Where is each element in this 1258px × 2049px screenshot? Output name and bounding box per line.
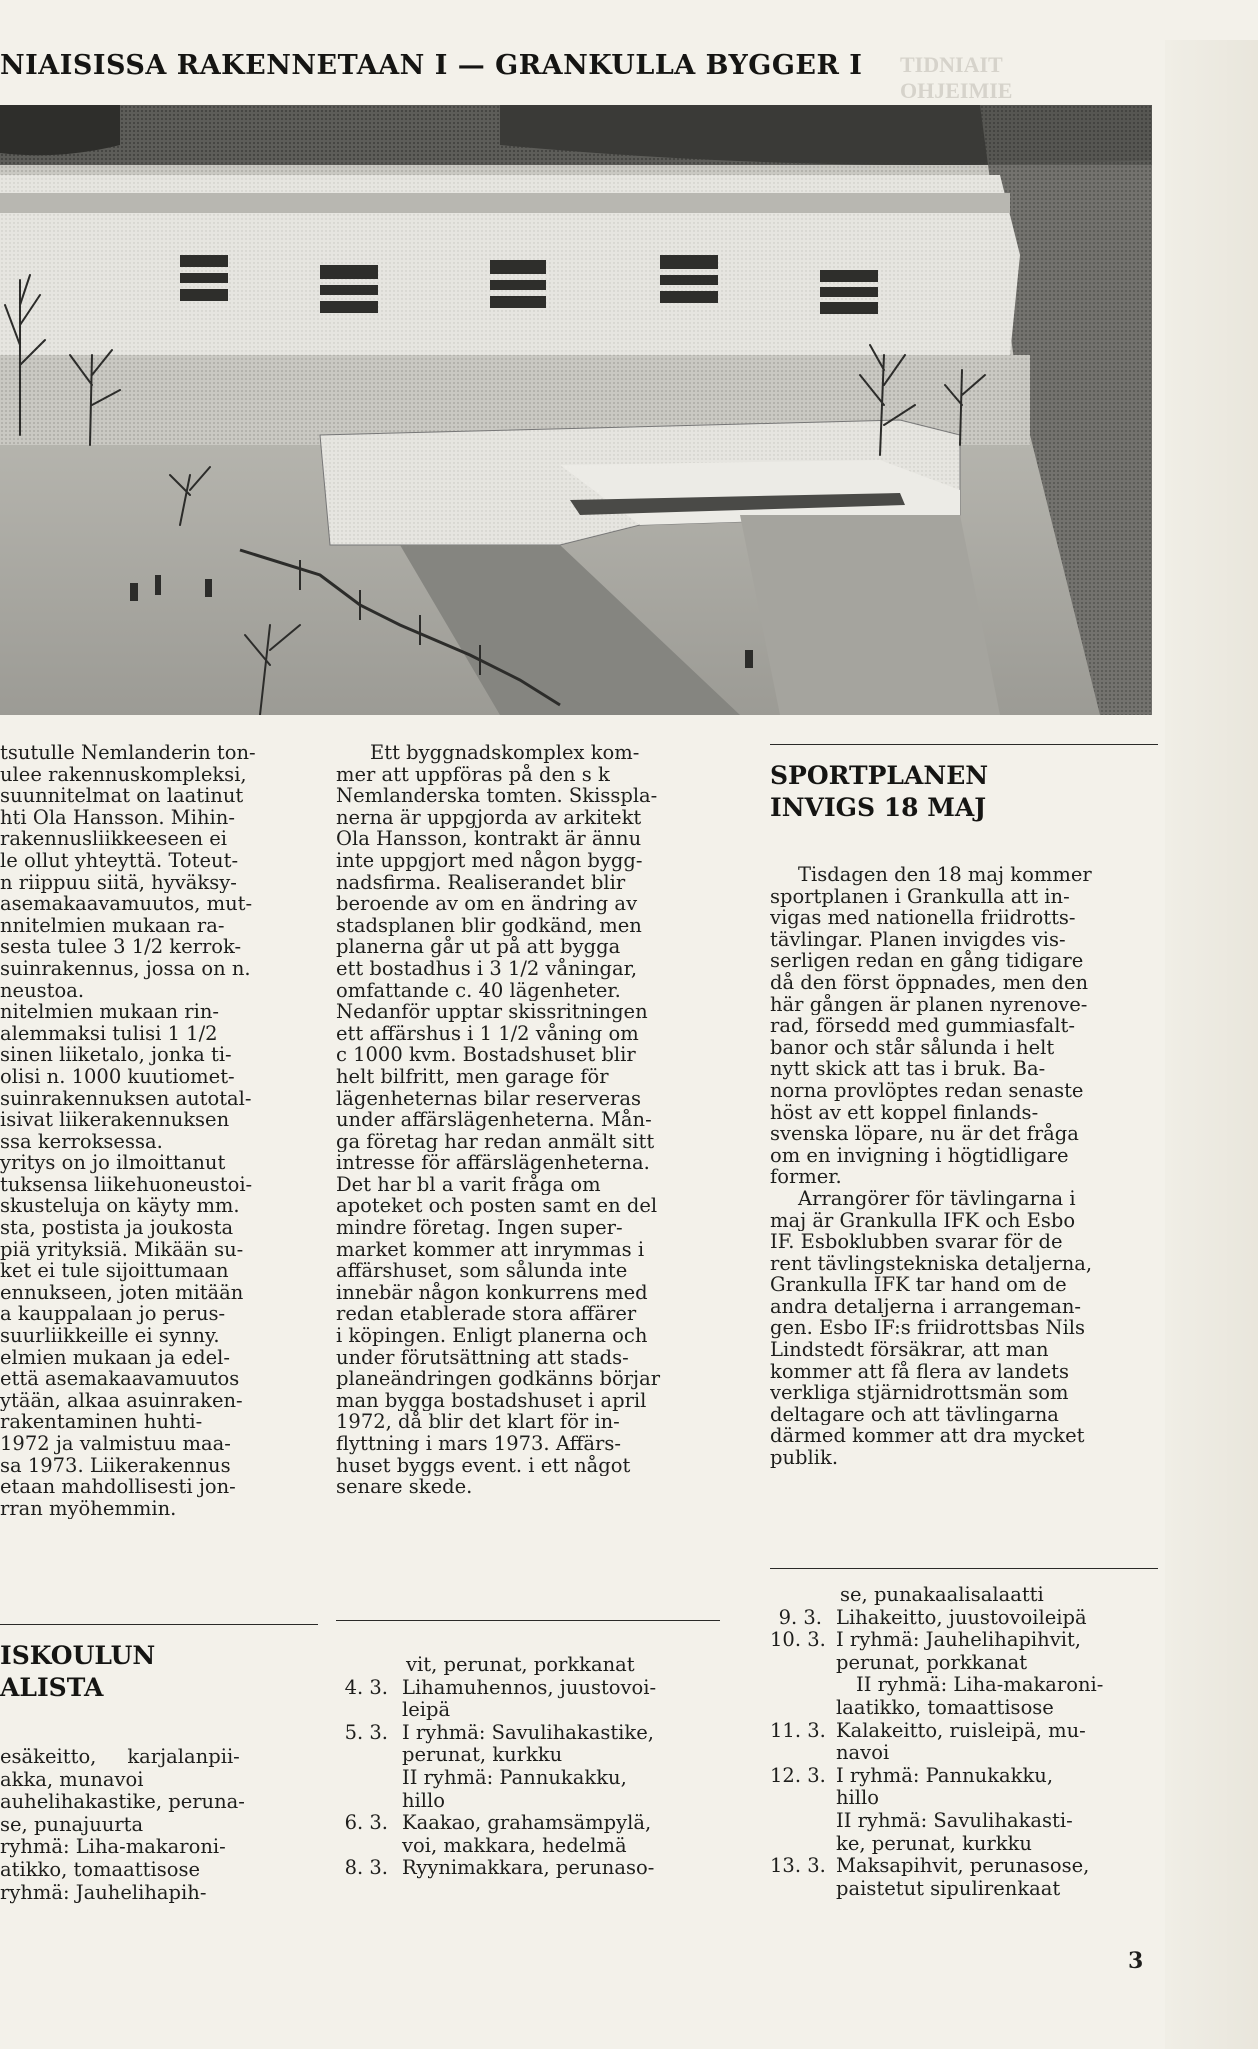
- page-number: 3: [1128, 1948, 1144, 1974]
- text-line: stadsplanen blir godkänd, men: [336, 914, 642, 937]
- text-line: Ola Hansson, kontrakt är ännu: [336, 828, 642, 850]
- text-line: omfattande c. 40 lägenheter.: [336, 979, 621, 1002]
- text-line: affärshuset, som sålunda inte: [336, 1260, 628, 1282]
- text-line: market kommer att inrymmas i: [336, 1238, 645, 1261]
- menu-entry: [770, 1720, 1160, 1743]
- article-heading-line: SPORTPLANEN: [770, 761, 989, 790]
- text-line: nadsfirma. Realiserandet blir: [336, 871, 626, 894]
- menu-entry: [336, 1722, 730, 1745]
- model-photo-drawing: [0, 105, 1152, 715]
- menu-line: perunat, kurkku: [402, 1743, 563, 1767]
- text-line: suurliikkeille ei synny.: [0, 1325, 220, 1347]
- text-line: andra detaljerna i arrangeman-: [770, 1295, 1082, 1318]
- text-line: isivat liikerakennuksen: [0, 1109, 230, 1131]
- article-paragraph: [336, 1001, 730, 1498]
- text-line: tuksensa liikehuoneustoi-: [0, 1173, 253, 1196]
- text-line: Lindstedt försäkrar, att man: [770, 1339, 1049, 1361]
- text-line: i köpingen. Enligt planerna och: [336, 1325, 648, 1347]
- text-line: lägenheternas bilar reserveras: [336, 1087, 641, 1110]
- text-line: publik.: [770, 1447, 839, 1469]
- text-line: här gången är planen nyrenove-: [770, 993, 1088, 1016]
- architectural-model-photo: [0, 105, 1152, 715]
- menu-entry: [770, 1629, 1160, 1652]
- column-rule: [770, 744, 1158, 745]
- text-line: flyttning i mars 1973. Affärs-: [336, 1433, 621, 1455]
- column-school-menu-heading: [0, 1640, 318, 1704]
- text-line: suinrakennuksen autotal-: [0, 1087, 252, 1110]
- menu-entry: [336, 1677, 730, 1700]
- article-paragraph: [336, 742, 730, 764]
- menu-item: Ryynimakkara, perunaso-: [402, 1856, 655, 1880]
- bleed-through-heading: [900, 52, 1150, 112]
- menu-line: voi, makkara, hedelmä: [402, 1833, 627, 1857]
- menu-entry: [770, 1855, 1160, 1878]
- text-line: että asemakaavamuutos: [0, 1368, 240, 1390]
- menu-line: hillo: [836, 1786, 880, 1810]
- text-line: senare skede.: [336, 1476, 473, 1498]
- text-line: ga företag har redan anmält sitt: [336, 1130, 655, 1153]
- bleed-through-line: OHJEIMIE: [900, 78, 1013, 103]
- menu-item: Lihamuhennos, juustovoi-: [402, 1675, 657, 1699]
- article-paragraph: [770, 1188, 1160, 1469]
- text-line: höst av ett koppel finlands-: [770, 1101, 1039, 1124]
- menu-date: 8. 3.: [344, 1856, 388, 1880]
- text-line: suinrakennus, jossa on n.: [0, 957, 251, 980]
- article-paragraph: [770, 864, 1160, 1188]
- menu-line: auhelihakastike, peruna-: [0, 1791, 245, 1814]
- menu-line: akka, munavoi: [0, 1768, 144, 1791]
- menu-item: Kaakao, grahamsämpylä,: [402, 1811, 652, 1835]
- text-line: 1972 ja valmistuu maa-: [0, 1433, 231, 1455]
- text-line: rakentaminen huhti-: [0, 1411, 203, 1433]
- text-line: banor och står sålunda i helt: [770, 1036, 1055, 1059]
- text-line: suunnitelmat on laatinut: [0, 785, 244, 807]
- menu-heading-line: ALISTA: [0, 1673, 104, 1702]
- column-sports-body: [770, 864, 1160, 1469]
- text-line: redan etablerade stora affärer: [336, 1303, 637, 1326]
- menu-line: II ryhmä: Savulihakasti-: [836, 1808, 1073, 1832]
- text-line: planeändringen godkänns börjar: [336, 1368, 661, 1390]
- menu-line: ryhmä: Jauhelihapih-: [0, 1881, 207, 1904]
- text-line: yritys on jo ilmoittanut: [0, 1152, 226, 1174]
- column-finnish-article: [0, 742, 318, 1519]
- text-line: under affärslägenheterna. Mån-: [336, 1109, 652, 1131]
- menu-line: leipä: [402, 1698, 451, 1722]
- text-line: gen. Esbo IF:s friidrottsbas Nils: [770, 1317, 1086, 1340]
- menu-item: I ryhmä: Jauhelihapihvit,: [836, 1628, 1082, 1652]
- article-paragraph: [0, 1152, 318, 1519]
- menu-date: 6. 3.: [344, 1811, 388, 1835]
- text-line: under förutsättning att stads-: [336, 1346, 629, 1369]
- text-line: Det har bl a varit fråga om: [336, 1173, 601, 1196]
- text-line: huset byggs event. i ett något: [336, 1454, 631, 1477]
- menu-date: 13. 3.: [770, 1854, 826, 1878]
- text-line: svenska löpare, nu är det fråga: [770, 1123, 1079, 1145]
- menu-line: perunat, porkkanat: [836, 1650, 1028, 1674]
- menu-line: ke, perunat, kurkku: [836, 1831, 1032, 1855]
- menu-entry: [770, 1607, 1160, 1630]
- text-line: tsutulle Nemlanderin ton-: [0, 742, 256, 764]
- text-line: nnitelmien mukaan ra-: [0, 914, 225, 937]
- text-line: ket ei tule sijoittumaan: [0, 1260, 229, 1282]
- text-line: man bygga bostadshuset i april: [336, 1389, 647, 1412]
- text-line: sa 1973. Liikerakennus: [0, 1454, 231, 1477]
- text-line: Tisdagen den 18 maj kommer: [798, 864, 1092, 886]
- text-line: former.: [770, 1166, 842, 1188]
- text-line: sportplanen i Grankulla att in-: [770, 885, 1070, 908]
- menu-heading-line: ISKOULUN: [0, 1641, 156, 1670]
- text-line: ett affärshus i 1 1/2 våning om: [336, 1022, 639, 1045]
- text-line: neustoa.: [0, 979, 85, 1002]
- menu-line: se, punakaalisalaatti: [840, 1583, 1044, 1606]
- text-line: Ett byggnadskomplex kom-: [370, 742, 640, 764]
- text-line: om en invigning i högtidligare: [770, 1144, 1069, 1167]
- menu-line: paistetut sipulirenkaat: [836, 1876, 1061, 1900]
- menu-item: Kalakeitto, ruisleipä, mu-: [836, 1718, 1086, 1742]
- menu-line: se, punajuurta: [0, 1813, 144, 1836]
- menu-item: Maksapihvit, perunasose,: [836, 1854, 1090, 1878]
- article-paragraph: [336, 764, 730, 1002]
- menu-date: 10. 3.: [770, 1628, 826, 1652]
- column-sports-article: [770, 760, 1160, 824]
- text-line: deltagare och att tävlingarna: [770, 1403, 1059, 1426]
- text-line: asemakaavamuutos, mut-: [0, 893, 253, 915]
- text-line: ennukseen, joten mitään: [0, 1281, 244, 1304]
- text-line: skusteluja on käyty mm.: [0, 1195, 240, 1218]
- menu-line: ryhmä: Liha-makaroni-: [0, 1836, 226, 1859]
- menu-item: I ryhmä: Savulihakastike,: [402, 1720, 654, 1744]
- page-headline: NIAISISSA RAKENNETAAN I — GRANKULLA BYGGER I: [0, 50, 863, 81]
- column-school-menu: [0, 1746, 318, 1904]
- menu-line: navoi: [836, 1741, 890, 1765]
- column-rule: [336, 1620, 720, 1621]
- text-line: beroende av om en ändring av: [336, 893, 638, 915]
- menu-item: Lihakeitto, juustovoileipä: [836, 1605, 1087, 1629]
- text-line: mindre företag. Ingen super-: [336, 1217, 623, 1239]
- text-line: apoteket och posten samt en del: [336, 1195, 658, 1218]
- menu-date: 9. 3.: [778, 1605, 822, 1629]
- text-line: olisi n. 1000 kuutiomet-: [0, 1065, 235, 1088]
- menu-line: vit, perunat, porkkanat: [406, 1653, 635, 1676]
- column-menu-continued: [336, 1654, 730, 1880]
- text-line: rent tävlingstekniska detaljerna,: [770, 1252, 1093, 1275]
- text-line: rran myöhemmin.: [0, 1497, 177, 1520]
- text-line: nitelmien mukaan rin-: [0, 1001, 220, 1023]
- menu-date: 12. 3.: [770, 1763, 826, 1787]
- text-line: Grankulla IFK tar hand om de: [770, 1274, 1067, 1296]
- menu-line: esäkeitto, karjalanpii-: [0, 1746, 240, 1768]
- text-line: Nemlanderska tomten. Skisspla-: [336, 785, 658, 807]
- text-line: n riippuu siitä, hyväksy-: [0, 871, 237, 894]
- menu-date: 11. 3.: [770, 1718, 826, 1742]
- menu-entry: [770, 1765, 1160, 1788]
- text-line: ulee rakennuskompleksi,: [0, 763, 247, 786]
- adjacent-page-edge: [1165, 40, 1258, 2049]
- text-line: rakennusliikkeeseen ei: [0, 828, 228, 850]
- menu-line: laatikko, tomaattisose: [836, 1695, 1054, 1719]
- text-line: Arrangörer för tävlingarna i: [798, 1187, 1076, 1210]
- text-line: Nedanför upptar skissritningen: [336, 1001, 648, 1023]
- menu-date: 5. 3.: [344, 1720, 388, 1744]
- column-menu-continued: [770, 1584, 1160, 1900]
- text-line: vigas med nationella friidrotts-: [770, 907, 1076, 929]
- text-line: ett bostadhus i 3 1/2 våningar,: [336, 957, 638, 980]
- article-paragraph: [0, 742, 318, 1001]
- text-line: då den först öppnades, men den: [770, 971, 1089, 994]
- bleed-through-line: TIDNIAIT: [900, 52, 1003, 77]
- text-line: IF. Esboklubben svarar för de: [770, 1231, 1063, 1253]
- text-line: sinen liiketalo, jonka ti-: [0, 1044, 232, 1066]
- column-rule: [0, 1624, 318, 1625]
- text-line: norna provlöptes redan senaste: [770, 1079, 1084, 1102]
- text-line: elmien mukaan ja edel-: [0, 1346, 230, 1369]
- text-line: alemmaksi tulisi 1 1/2: [0, 1022, 218, 1045]
- text-line: hti Ola Hansson. Mihin-: [0, 806, 235, 829]
- text-line: intresse för affärslägenheterna.: [336, 1152, 650, 1174]
- menu-entry: [336, 1857, 730, 1880]
- text-line: piä yrityksiä. Mikään su-: [0, 1238, 244, 1261]
- menu-line: atikko, tomaattisose: [0, 1858, 200, 1881]
- text-line: inte uppgjort med någon bygg-: [336, 849, 643, 872]
- text-line: a kauppalaan jo perus-: [0, 1303, 226, 1326]
- menu-line: II ryhmä: Pannukakku,: [402, 1765, 627, 1789]
- menu-line: hillo: [402, 1788, 446, 1812]
- text-line: verkliga stjärnidrottsmän som: [770, 1382, 1069, 1404]
- menu-entry: [336, 1812, 730, 1835]
- text-line: innebär någon konkurrens med: [336, 1281, 648, 1304]
- text-line: le ollut yhteyttä. Toteut-: [0, 849, 239, 872]
- text-line: planerna går ut på att bygga: [336, 936, 621, 958]
- text-line: helt bilfritt, men garage för: [336, 1065, 609, 1088]
- text-line: nytt skick att tas i bruk. Ba-: [770, 1058, 1046, 1080]
- text-line: nerna är uppgjorda av arkitekt: [336, 806, 642, 829]
- text-line: mer att uppföras på den s k: [336, 763, 610, 786]
- column-rule: [770, 1568, 1158, 1569]
- text-line: sta, postista ja joukosta: [0, 1217, 234, 1239]
- menu-line: II ryhmä: Liha-makaroni-: [856, 1673, 1104, 1697]
- menu-date: 4. 3.: [344, 1675, 388, 1699]
- text-line: tävlingar. Planen invigdes vis-: [770, 928, 1066, 951]
- article-heading-line: INVIGS 18 MAJ: [770, 793, 987, 822]
- text-line: maj är Grankulla IFK och Esbo: [770, 1209, 1076, 1232]
- text-line: serligen redan en gång tidigare: [770, 950, 1084, 972]
- text-line: rad, försedd med gummiasfalt-: [770, 1015, 1075, 1037]
- text-line: därmed kommer att dra mycket: [770, 1425, 1085, 1448]
- text-line: sesta tulee 3 1/2 kerrok-: [0, 936, 242, 958]
- column-swedish-article: [336, 742, 730, 1498]
- text-line: c 1000 kvm. Bostadshuset blir: [336, 1044, 636, 1066]
- article-paragraph: [0, 1001, 318, 1152]
- text-line: ssa kerroksessa.: [0, 1130, 163, 1153]
- text-line: kommer att få flera av landets: [770, 1360, 1069, 1383]
- menu-item: I ryhmä: Pannukakku,: [836, 1763, 1054, 1787]
- text-line: ytään, alkaa asuinraken-: [0, 1389, 243, 1412]
- text-line: etaan mahdollisesti jon-: [0, 1476, 236, 1498]
- text-line: 1972, då blir det klart för in-: [336, 1411, 620, 1433]
